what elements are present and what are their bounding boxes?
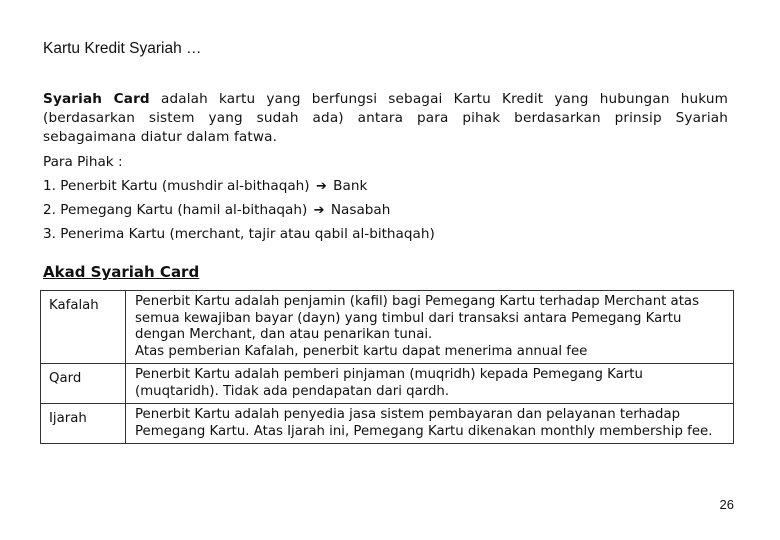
right-arrow-icon: ➔ [315, 179, 327, 194]
akad-heading: Akad Syariah Card [43, 263, 200, 281]
page-title: Kartu Kredit Syariah … [43, 40, 202, 57]
party-text: 3. Penerima Kartu (merchant, tajir atau qabil al-bithaqah) [43, 226, 435, 242]
akad-table [40, 290, 734, 444]
table-row [41, 404, 734, 444]
party-role: Bank [333, 178, 368, 194]
party-item-1 [43, 178, 367, 194]
akad-name: Ijarah [41, 404, 126, 444]
party-text: 1. Penerbit Kartu (mushdir al-bithaqah) [43, 178, 310, 194]
para-pihak-label: Para Pihak : [43, 154, 123, 170]
page-number: 26 [719, 497, 734, 512]
intro-paragraph [43, 90, 728, 147]
akad-description-text: Penerbit Kartu adalah penyedia jasa sistem pembayaran dan pelayanan terhadap Pemegang Kartu. Atas Ijarah ini, Pemegang Kartu dikenakan monthly membership fee. [135, 407, 713, 439]
akad-name: Qard [41, 364, 126, 404]
intro-text: adalah kartu yang berfungsi sebagai Kartu Kredit yang hubungan hukum (berdasarkan sistem yang sudah ada) antara para pihak berdasarkan prinsip Syariah sebagaimana diatur dalam fatwa. [43, 91, 729, 145]
akad-description-text: Atas pemberian Kafalah, penerbit kartu dapat menerima annual fee [135, 343, 588, 359]
party-role: Nasabah [330, 202, 391, 218]
akad-description [126, 291, 734, 364]
right-arrow-icon: ➔ [313, 203, 325, 218]
akad-description [126, 364, 734, 404]
intro-term: Syariah Card [43, 91, 150, 107]
akad-description [126, 404, 734, 444]
party-text: 2. Pemegang Kartu (hamil al-bithaqah) [43, 202, 308, 218]
akad-name: Kafalah [41, 291, 126, 364]
table-row [41, 364, 734, 404]
party-item-2 [43, 202, 390, 218]
akad-description-text: Penerbit Kartu adalah penjamin (kafil) bagi Pemegang Kartu terhadap Merchant atas semua kewajiban bayar (dayn) yang timbul dari transaksi antara Pemegang Kartu dengan Merchant, dan atau penarikan tunai. [135, 294, 699, 342]
party-item-3 [43, 226, 435, 242]
akad-description-text: Penerbit Kartu adalah pemberi pinjaman (muqridh) kepada Pemegang Kartu (muqtaridh). Tidak ada pendapatan dari qardh. [135, 367, 643, 399]
table-row [41, 291, 734, 364]
